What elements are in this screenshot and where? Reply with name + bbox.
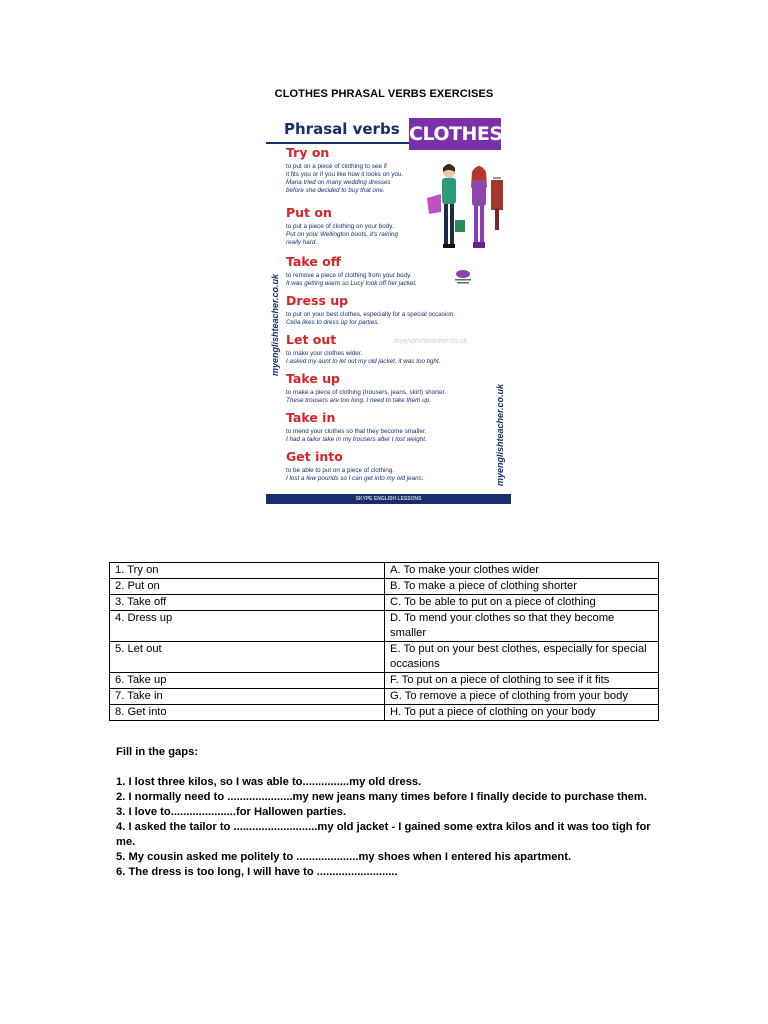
verb-name: Get into [286,449,343,464]
table-cell-verb: 8. Get into [110,705,385,721]
verb-name: Let out [286,332,337,347]
verb-definition: to remove a piece of clothing from your body. [286,272,412,279]
verb-name: Take off [286,254,341,269]
fill-in-exercise [116,745,656,880]
poster-heading: Phrasal verbs [284,120,400,138]
document-title: CLOTHES PHRASAL VERBS EXERCISES [274,88,494,100]
verb-definition: to put a piece of clothing on your body. [286,223,394,230]
verb-example: I asked my aunt to let out my old jacket, it was too tight. [286,358,441,365]
table-cell-meaning: C. To be able to put on a piece of clothing [385,595,659,611]
verb-block [286,294,486,327]
verb-example: I lost a few pounds so I can get into my old jeans. [286,475,424,482]
table-cell-meaning: D. To mend your clothes so that they become smaller [385,611,659,642]
exercise-heading: Fill in the gaps: [116,746,199,758]
table-cell-meaning: A. To make your clothes wider [385,563,659,579]
table-cell-verb: 6. Take up [110,673,385,689]
exercise-item: 1. I lost three kilos, so I was able to...............my old dress. [116,776,422,788]
poster-footer: SKYPE ENGLISH LESSONS [266,494,511,504]
verb-definition: to be able to put on a piece of clothing. [286,467,395,474]
verb-example: It was getting warm so Lucy took off her jacket. [286,280,417,287]
verb-block [286,411,486,444]
matching-table [109,562,659,721]
verb-example: Maria tried on many wedding dresses before she decided to buy that one. [286,179,391,194]
verb-example: I had a tailor take in my trousers after I lost weight. [286,436,427,443]
table-row [110,673,659,689]
verb-name: Dress up [286,293,349,308]
verb-name: Try on [286,145,330,160]
table-cell-verb: 2. Put on [110,579,385,595]
verb-block [286,255,486,288]
table-cell-meaning: B. To make a piece of clothing shorter [385,579,659,595]
clothes-badge: CLOTHES [409,118,501,150]
table-cell-verb: 7. Take in [110,689,385,705]
table-row [110,611,659,642]
verb-example: Put on your Wellington boots, it's raining really hard. [286,231,399,246]
side-url-left: myenglishteacher.co.uk [270,273,280,376]
exercise-item: 4. I asked the tailor to ...........................my old jacket - I gained some extra kilos and it was too tigh for me. [116,821,651,848]
table-cell-verb: 1. Try on [110,563,385,579]
exercise-item: 6. The dress is too long, I will have to .......................... [116,866,398,878]
table-row [110,642,659,673]
table-row [110,689,659,705]
table-cell-meaning: F. To put on a piece of clothing to see if it fits [385,673,659,689]
verb-block [286,206,486,247]
verb-definition: to make your clothes wider. [286,350,363,357]
table-cell-verb: 5. Let out [110,642,385,673]
verb-definition: to put on your best clothes, especially for a special occasion. [286,311,456,318]
verb-definition: to mend your clothes so that they become smaller. [286,428,427,435]
table-row [110,563,659,579]
verb-block [286,146,486,195]
watermark: myenglishteacher.co.uk [394,338,468,345]
table-row [110,579,659,595]
verb-example: These trousers are too long. I need to take them up. [286,397,431,404]
verb-definition: to make a piece of clothing (trousers, jeans, skirt) shorter. [286,389,446,396]
phrasal-verbs-poster [266,114,511,504]
table-cell-meaning: H. To put a piece of clothing on your body [385,705,659,721]
table-row [110,705,659,721]
exercise-item: 3. I love to.....................for Hallowen parties. [116,806,347,818]
table-cell-meaning: G. To remove a piece of clothing from your body [385,689,659,705]
side-url-right: myenglishteacher.co.uk [495,383,505,486]
verb-block [286,333,486,366]
verb-example: Celia likes to dress up for parties. [286,319,380,326]
header-rule [266,142,409,144]
table-cell-verb: 4. Dress up [110,611,385,642]
table-cell-meaning: E. To put on your best clothes, especially for special occasions [385,642,659,673]
table-row [110,595,659,611]
exercise-item: 2. I normally need to .....................my new jeans many times before I finally decide to purchase them. [116,791,647,803]
verb-block [286,372,486,405]
verb-definition: to put on a piece of clothing to see if it fits you or if you like how it looks on you. [286,163,404,178]
verb-name: Take in [286,410,336,425]
verb-name: Take up [286,371,341,386]
verb-block [286,450,486,483]
exercise-item: 5. My cousin asked me politely to ....................my shoes when I entered his apartment. [116,851,572,863]
table-cell-verb: 3. Take off [110,595,385,611]
verb-name: Put on [286,205,332,220]
